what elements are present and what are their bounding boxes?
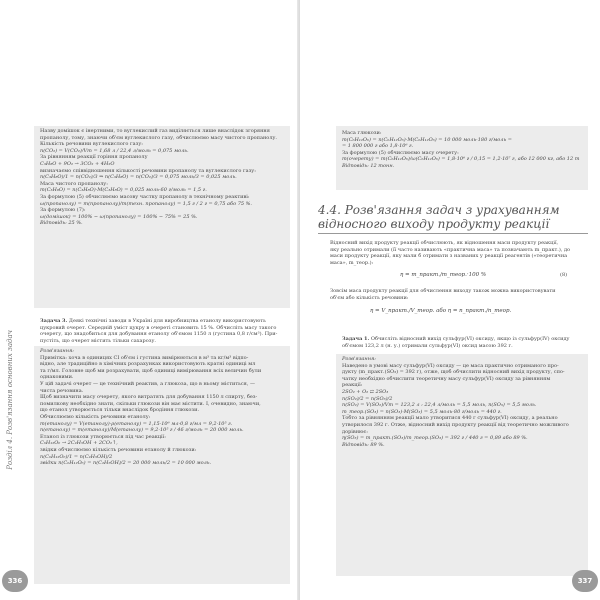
text-line: Маса чистого пропанолу:	[40, 180, 108, 187]
formula-line: m(C₆H₁₂O₆) = n(C₆H₁₂O₆)·M(C₆H₁₂O₆) = 10 000 моль·180 г/моль =	[342, 136, 512, 143]
formula-line: = 1 800 000 г або 1,8·10⁶ г.	[342, 143, 414, 150]
formula-line: n(C₃H₈O)/1 = n(CO₂)/3 ⇒ n(C₃H₈O) = n(CO₂)/3 = 0,075 моль/3 = 0,025 моль.	[40, 174, 237, 181]
text-line: чатку необхідно обчислити теоретичну масу сульфур(VI) оксиду за рівнянням	[342, 375, 551, 382]
formula-line: n(CO₂) = V(CO₂)/Vm = 1,68 л / 22,4 л/моль = 0,075 моль.	[40, 147, 189, 154]
text-line: пустіть, що очерет містить тільки сахарозу.	[40, 337, 156, 344]
text-line: яку реально отримали (її часто називають «практична маса» та позначають m_практ.), до	[330, 246, 571, 253]
text-line: пропанолу, тому, знаючи об'єм вуглекислого газу, обчислюємо масу чистого пропанолу.	[40, 134, 278, 141]
text-line: та г/мл. Головне щоб ми розрахувати, щоб одиниці вимірювання всіх величин були	[40, 367, 262, 374]
text-line: помилкову необхідно знати, скільки глюкози він має містити. І, очевидно, знаючи,	[40, 400, 261, 407]
text-line: відно, але традиційно в хімічних розрахунках використовують кратні одиниці мл	[40, 361, 256, 368]
task-text: Обчисліть відносний вихід сульфур(VI) оксиду, якщо із сульфур(IV) оксиду	[370, 336, 570, 342]
text-line: що етанол утворюється тільки внаслідок бродіння глюкози.	[40, 407, 200, 414]
text-line: звідки обчислюємо кількість речовини етанолу й глюкози:	[40, 446, 197, 453]
section-heading: 4.4. Розв'язання задач з урахуванням відносного виходу продукту реакції	[318, 203, 560, 231]
formula-line: m(C₃H₈O) = n(C₃H₈O)·M(C₃H₈O) = 0,025 моль·60 г/моль = 1,5 г.	[40, 187, 207, 194]
formula-line: η(SO₃) = m_практ.(SO₃)/m_теор.(SO₃) = 392 г / 440 г = 0,89 або 89 %.	[342, 435, 528, 442]
formula-line: m(очерету) = m(C₆H₁₂O₆)/ω(C₆H₁₂O₆) = 1,8·10⁶ г / 0,15 = 1,2·10⁷ г, або 12 000 кг, або 12 т	[342, 156, 580, 163]
page-number-left: 336	[2, 570, 28, 592]
page-number-right: 337	[572, 570, 598, 592]
text-line: За формулою (5) обчислюємо масу очерету:	[342, 149, 459, 156]
text-line: об'єм або кількість речовини:	[330, 294, 409, 301]
formula-line: n(C₆H₁₂O₆)/1 = n(C₂H₅OH)/2	[40, 453, 113, 460]
text-line: Етанол із глюкози утворюється під час реакції:	[40, 433, 166, 440]
solution-heading: Розв'язання:	[342, 356, 376, 362]
text-line: визначаємо співвідношення кількості речовини пропанолу та вуглекислого газу:	[40, 167, 256, 174]
text-line: об'ємом 123,2 л (н. у.) отримали сульфур(VI) оксид масою 392 г.	[342, 342, 513, 349]
text-line: утворилося 392 г. Отже, відносний вихід продукту реакції від теоретично можливого	[342, 421, 569, 428]
text-line: маси продукту реакції, яку мали б отримати з названих у реакції реагентів («теоретична	[330, 253, 568, 260]
text-line: Обчислюємо кількість речовини етанолу:	[40, 413, 151, 420]
formula-line: m_теор.(SO₃) = n(SO₃)·M(SO₃) = 5,5 моль·80 г/моль = 440 г.	[342, 408, 502, 415]
answer-line: Відповідь: 12 тонн.	[342, 162, 395, 169]
formula-line: ω(домішок) = 100% − ω(пропанолу) = 100% − 75% = 25 %.	[40, 213, 198, 220]
right-solution-text	[342, 130, 584, 170]
text-line: Зовсім маса продукту реакції для обчислення виходу також можна використовувати	[330, 288, 556, 294]
task-1-solution	[342, 356, 584, 448]
formula-line: ω(пропанолу) = m(пропанолу)/m(техн. пропанолу) = 1,5 г / 2 г = 0,75 або 75 %.	[40, 200, 252, 207]
text-line: Кількість речовини вуглекислого газу:	[40, 141, 143, 148]
task-text: Деякі технічні заводи в Україні для виробництва етанолу використовують	[68, 318, 266, 324]
text-line: чиста речовина.	[40, 387, 84, 394]
text-line: За формулою (5) обчислюємо масову частку пропанолу в технічному реактиві:	[40, 193, 250, 200]
formula-line: n(SO₂)/2 = n(SO₃)/2	[342, 395, 393, 402]
text-line: маса», m_теор.):	[330, 259, 374, 266]
text-line: дукту (m_практ.(SO₃) = 392 г), отже, щоб обчислити відносний вихід продукту, спо-	[342, 369, 565, 376]
formula-line: n(SO₂) = V(SO₂)/Vm = 123,2 л : 22,4 л/моль = 5,5 моль, n(SO₃) = 5,5 моль.	[342, 402, 537, 409]
formula-line: 2SO₂ + O₂ ⇄ 2SO₃	[342, 388, 389, 395]
text-line: Наведено в умові масу сульфур(VI) оксиду — це маса практично отриманого про-	[342, 362, 559, 369]
text-line: Щоб визначити масу очерету, якого витратять для добування 1150 л спирту, без-	[40, 394, 258, 401]
text-line: У цій задачі очерет — це технічний реактив, а глюкоза, що в ньому міститься, —	[40, 380, 255, 387]
heading-divider	[318, 233, 588, 234]
left-solution-text	[40, 128, 286, 227]
text-line: За рівнянням реакції горіння пропанолу	[40, 154, 148, 161]
task-label: Задача 1.	[342, 336, 370, 342]
formula-line: n(етанолу) = m(етанолу)/M(етанолу) = 9,2·10⁵ г / 46 г/моль = 20 000 моль.	[40, 427, 244, 434]
text-line: цукровий очерет. Середній уміст цукру в очереті становить 15 %. Обчисліть масу такого	[40, 324, 277, 331]
task-1	[342, 336, 588, 349]
formula-line: m(етанолу) = V(етанолу)·ρ(етанолу) = 1,15·10⁶ мл·0,8 г/мл = 9,2·10⁵ г.	[40, 420, 233, 427]
task-label: Задача 3.	[40, 318, 68, 324]
side-chapter-title: Розділ 4. Розв'язання основних задач	[6, 330, 14, 470]
text-line: реакції:	[342, 382, 363, 389]
formula-number: (8)	[560, 272, 568, 278]
text-line: Тобто за рівнянням реакції мало утворитися 440 г сульфур(VI) оксиду, а реально	[342, 415, 558, 422]
section-body	[330, 240, 588, 266]
text-line: За формулою (7):	[40, 207, 86, 214]
text-line: Назву домішок є інертними, то вуглекислий газ виділяється лише внаслідок згоряння	[40, 128, 270, 134]
text-line: дорівнює:	[342, 428, 368, 435]
section-body-2	[330, 288, 588, 301]
text-line: очерету, що знадобиться для добування етанолу об'ємом 1150 л (густина 0,8 г/см³). При-	[40, 331, 278, 338]
task-3	[40, 318, 286, 344]
task-3-solution	[40, 348, 286, 467]
text-line: Маса глюкози:	[342, 130, 382, 136]
text-line: однаковими.	[40, 374, 74, 381]
formula-line: звідки n(C₆H₁₂O₆) = n(C₂H₅OH)/2 = 20 000 моль/2 = 10 000 моль.	[40, 460, 212, 467]
solution-heading: Розв'язання:	[40, 348, 74, 354]
answer-line: Відповідь: 89 %.	[342, 441, 385, 448]
yield-formula: η = m_практ./m_теор.·100 %	[400, 272, 487, 278]
text-line: Відносний вихід продукту реакції обчислюють, як відношення маси продукту реакції,	[330, 240, 559, 246]
yield-formula-alt: η = V_практ./V_теор. або η = n_практ./n_теор.	[370, 308, 512, 314]
formula-line: C₃H₈O + 9O₂ → 3CO₂ + 4H₂O	[40, 160, 115, 167]
formula-line: C₆H₁₂O₆ → 2C₂H₅OH + 2CO₂↑,	[40, 440, 118, 447]
text-line: Примітка: хоча в одиницях СІ об'єм і густина вимірюються в м³ та кг/м³ відпо-	[40, 354, 249, 361]
answer-line: Відповідь: 25 %.	[40, 220, 83, 227]
